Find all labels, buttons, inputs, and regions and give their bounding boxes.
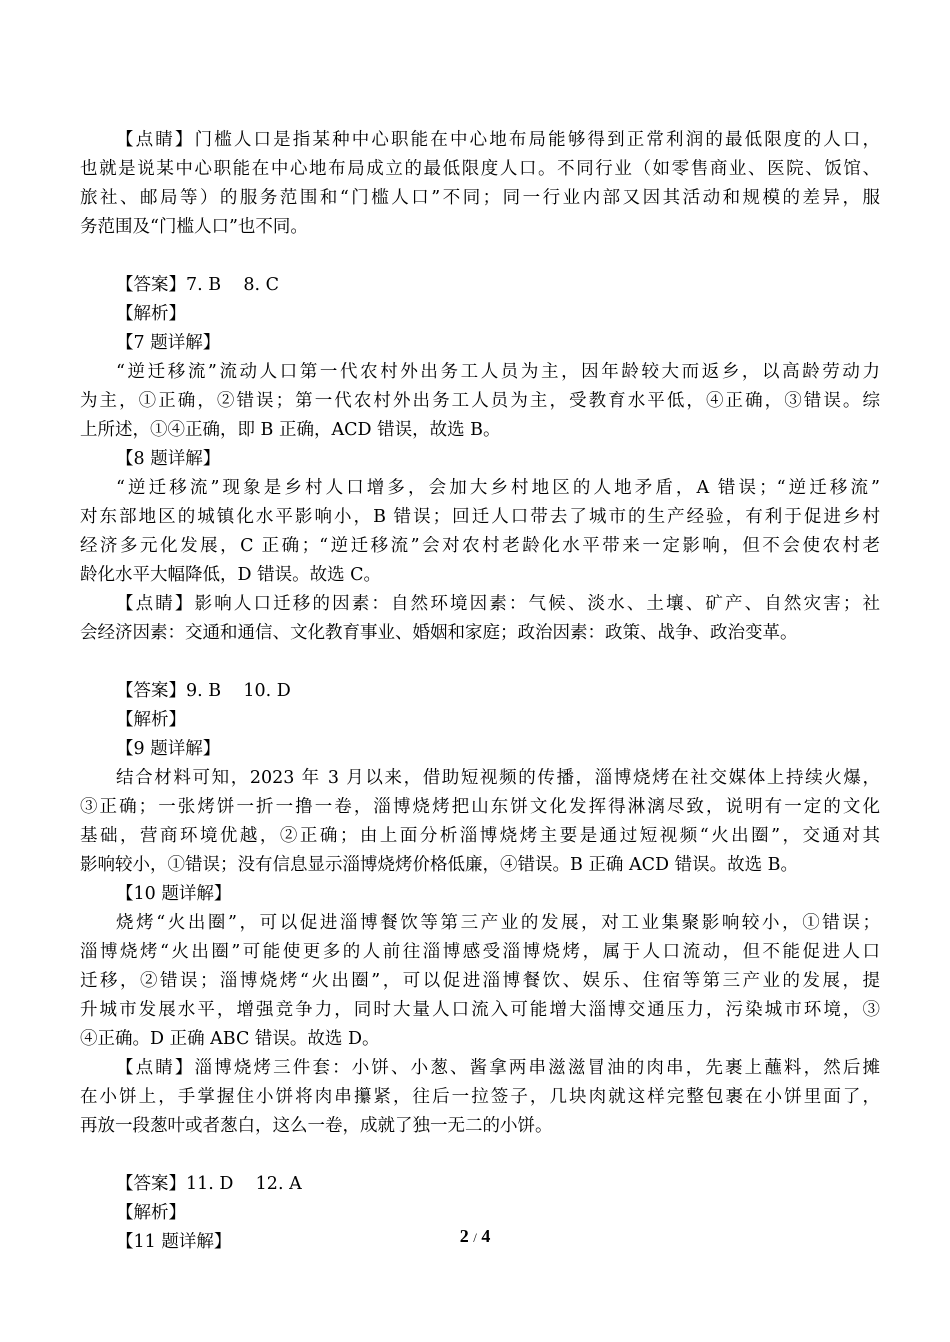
answer-line: 【答案】7. B 8. C bbox=[116, 275, 280, 295]
tip-paragraph-line: 【点睛】门槛人口是指某种中心职能在中心地布局能够得到正常利润的最低限度的人口， bbox=[116, 130, 880, 150]
question-heading: 【10 题详解】 bbox=[116, 884, 232, 904]
explanation-line: 为主，①正确，②错误；第一代农村外出务工人员为主，受教育水平低，④正确，③错误。综 bbox=[80, 391, 880, 411]
explanation-line: ③正确；一张烤饼一折一撸一卷，淄博烧烤把山东饼文化发挥得淋漓尽致，说明有一定的文化 bbox=[80, 797, 880, 817]
tip-paragraph-line: 也就是说某中心职能在中心地布局成立的最低限度人口。不同行业（如零售商业、医院、饭馆、 bbox=[80, 159, 880, 179]
tip-paragraph-line: 会经济因素：交通和通信、文化教育事业、婚姻和家庭；政治因素：政策、战争、政治变革。 bbox=[80, 623, 798, 643]
current-page: 2 bbox=[459, 1226, 469, 1246]
tip-paragraph-line: 旅社、邮局等）的服务范围和“门槛人口”不同；同一行业内部又因其活动和规模的差异，服 bbox=[80, 188, 880, 208]
explanation-line: 对东部地区的城镇化水平影响小，B 错误；回迁人口带去了城市的生产经验，有利于促进乡村 bbox=[80, 507, 880, 527]
explanation-line: 升城市发展水平，增强竞争力，同时大量人口流入可能增大淄博交通压力，污染城市环境，③ bbox=[80, 1000, 880, 1020]
analysis-heading: 【解析】 bbox=[116, 1203, 186, 1223]
tip-paragraph-line: 务范围及“门槛人口”也不同。 bbox=[80, 217, 308, 237]
analysis-heading: 【解析】 bbox=[116, 304, 186, 324]
tip-paragraph-line: 在小饼上，手掌握住小饼将肉串攥紧，往后一拉签子，几块肉就这样完整包裹在小饼里面了， bbox=[80, 1087, 880, 1107]
question-heading: 【9 题详解】 bbox=[116, 739, 221, 759]
question-heading: 【8 题详解】 bbox=[116, 449, 221, 469]
page-separator: / bbox=[473, 1230, 477, 1245]
tip-paragraph-line: 【点睛】影响人口迁移的因素：自然环境因素：气候、淡水、土壤、矿产、自然灾害；社 bbox=[116, 594, 880, 614]
explanation-line: 龄化水平大幅降低，D 错误。故选 C。 bbox=[80, 565, 382, 585]
tip-paragraph-line: 【点睛】淄博烧烤三件套：小饼、小葱、酱拿两串滋滋冒油的肉串，先裹上蘸料，然后摊 bbox=[116, 1058, 880, 1078]
answer-line: 【答案】11. D 12. A bbox=[116, 1174, 302, 1194]
explanation-line: “逆迁移流”流动人口第一代农村外出务工人员为主，因年龄较大而返乡，以高龄劳动力 bbox=[116, 362, 880, 382]
explanation-line: 影响较小，①错误；没有信息显示淄博烧烤价格低廉，④错误。B 正确 ACD 错误。故选 B。 bbox=[80, 855, 799, 875]
total-pages: 4 bbox=[481, 1226, 491, 1246]
answer-line: 【答案】9. B 10. D bbox=[116, 681, 291, 701]
question-heading: 【7 题详解】 bbox=[116, 333, 221, 353]
explanation-line: 经济多元化发展，C 正确；“逆迁移流”会对农村老龄化水平带来一定影响，但不会使农村老 bbox=[80, 536, 880, 556]
question-heading: 【11 题详解】 bbox=[116, 1232, 232, 1252]
explanation-line: ④正确。D 正确 ABC 错误。故选 D。 bbox=[80, 1029, 380, 1049]
tip-paragraph-line: 再放一段葱叶或者葱白，这么一卷，成就了独一无二的小饼。 bbox=[80, 1116, 553, 1136]
explanation-line: 烧烤“火出圈”，可以促进淄博餐饮等第三产业的发展，对工业集聚影响较小，①错误； bbox=[116, 913, 880, 933]
page-number bbox=[0, 1226, 950, 1247]
explanation-line: 淄博烧烤“火出圈”可能使更多的人前往淄博感受淄博烧烤，属于人口流动，但不能促进人口 bbox=[80, 942, 880, 962]
explanation-line: 上所述，①④正确，即 B 正确，ACD 错误，故选 B。 bbox=[80, 420, 501, 440]
explanation-line: 结合材料可知，2023 年 3 月以来，借助短视频的传播，淄博烧烤在社交媒体上持续火爆， bbox=[116, 768, 880, 788]
explanation-line: 基础，营商环境优越，②正确；由上面分析淄博烧烤主要是通过短视频“火出圈”，交通对其 bbox=[80, 826, 880, 846]
analysis-heading: 【解析】 bbox=[116, 710, 186, 730]
explanation-line: “逆迁移流”现象是乡村人口增多，会加大乡村地区的人地矛盾，A 错误；“逆迁移流” bbox=[116, 478, 880, 498]
document-body bbox=[80, 126, 880, 1257]
explanation-line: 迁移，②错误；淄博烧烤“火出圈”，可以促进淄博餐饮、娱乐、住宿等第三产业的发展，提 bbox=[80, 971, 880, 991]
